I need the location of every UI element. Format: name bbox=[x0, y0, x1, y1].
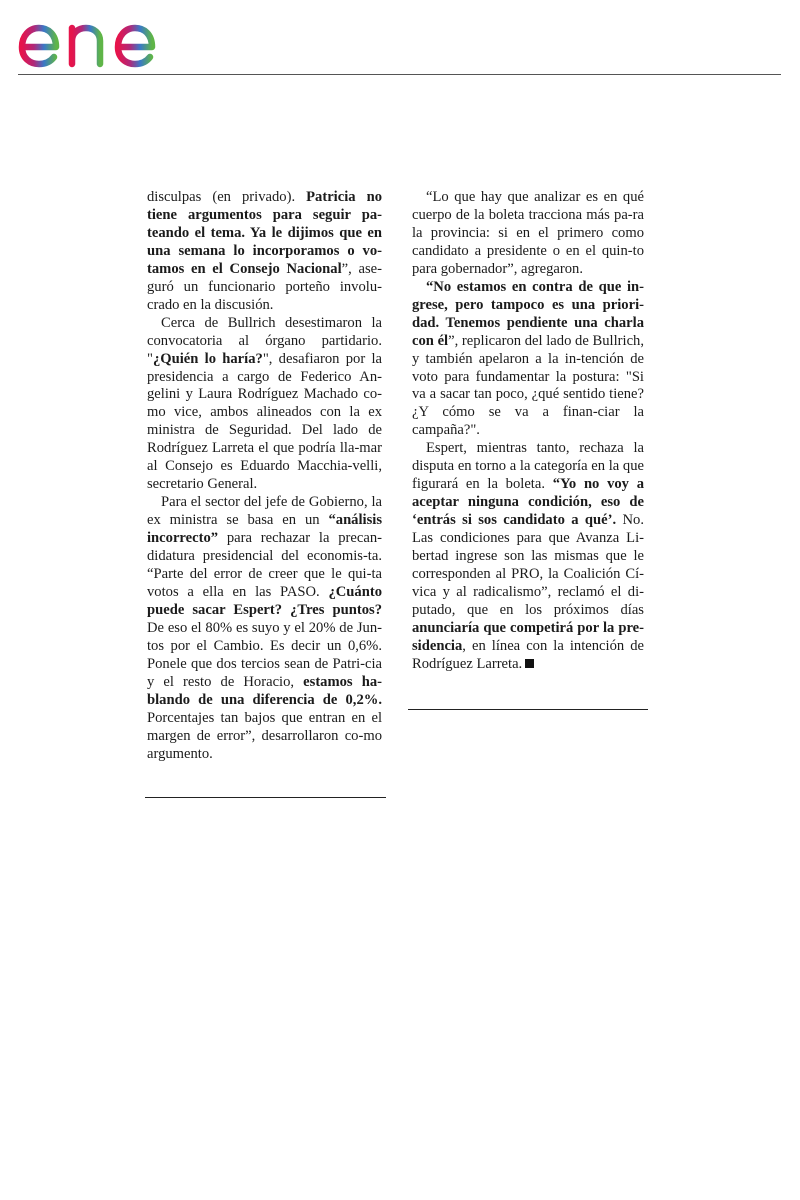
text-run: ”, replicaron del lado de Bullrich, y también apelaron a la in-tención de voto para fundamentar la postura: "Si va a sacar tan poco, ¿qué sentido tiene? ¿Y cómo se va a finan-ciar la campaña?". bbox=[412, 332, 644, 439]
page-header bbox=[0, 0, 800, 80]
bold-run: ¿Quién lo haría? bbox=[152, 350, 263, 367]
bold-run: ¿Cuánto puede sacar Espert? ¿Tres puntos? bbox=[147, 583, 382, 618]
text-run: Porcentajes tan bajos que entran en el margen de error”, desarrollaron co-mo argumento. bbox=[147, 709, 382, 762]
enel-logo bbox=[16, 6, 181, 68]
bold-run: Patricia no tiene argumentos para seguir pa-teando el tema. Ya le dijimos que en una semana lo incorporamos o vo-tamos en el Consejo Nacional bbox=[147, 189, 382, 277]
article-column-left bbox=[147, 189, 382, 764]
bold-run: estamos ha-blando de una diferencia de 0,2%. bbox=[147, 673, 382, 708]
article-column-right bbox=[412, 189, 644, 674]
paragraph bbox=[412, 440, 644, 673]
text-run: De eso el 80% es suyo y el 20% de Jun-tos por el Cambio. Es decir un 0,6%. Ponele que dos tercios sean de Patri-cia y el resto de Horacio, bbox=[147, 619, 382, 690]
end-of-article-mark bbox=[525, 659, 534, 668]
text-run: “Lo que hay que analizar es en qué cuerpo de la boleta tracciona más pa-ra la provincia: si en el primero como candidato a presidente o en el quin-to para gobernador”, agregaron. bbox=[412, 189, 644, 277]
text-run: disculpas (en privado). bbox=[147, 189, 307, 205]
bold-run: “No estamos en contra de que in-grese, pero tampoco es una priori-dad. Tenemos pendiente una charla con él bbox=[412, 278, 644, 349]
bold-run: anunciaría que competirá por la pre-sidencia bbox=[412, 619, 644, 654]
column-end-rule bbox=[408, 709, 648, 710]
column-end-rule bbox=[145, 797, 386, 798]
text-run: Para el sector del jefe de Gobierno, la ex ministra se basa en un bbox=[147, 494, 382, 529]
paragraph bbox=[147, 315, 382, 495]
paragraph bbox=[412, 189, 644, 279]
header-divider bbox=[18, 74, 781, 75]
text-run: Cerca de Bullrich desestimaron la convocatoria al órgano partidario. " bbox=[147, 314, 382, 367]
paragraph bbox=[147, 189, 382, 315]
paragraph bbox=[412, 279, 644, 441]
text-run: para rechazar la precan-didatura presidencial del economis-ta. “Parte del error de creer que le qui-ta votos a ella en las PASO. bbox=[147, 530, 382, 600]
text-run: ”, ase-guró un funcionario porteño involu-crado en la discusión. bbox=[147, 260, 382, 313]
bold-run: “Yo no voy a aceptar ninguna condición, eso de ‘entrás si sos candidato a qué’. bbox=[412, 476, 644, 529]
text-run: , en línea con la intención de Rodríguez Larreta. bbox=[412, 637, 644, 672]
bold-run: “análisis incorrecto” bbox=[147, 512, 382, 547]
text-run: Espert, mientras tanto, rechaza la disputa en torno a la categoría en la que figurará en la boleta. bbox=[412, 440, 644, 493]
text-run: ", desafiaron por la presidencia a cargo de Federico An-gelini y Laura Rodríguez Machado co-mo vice, ambos alineados con la ex ministra de Seguridad. Del lado de Rodríguez Larreta el que podría lla-mar al Consejo es Eduardo Macchia-velli, secretario General. bbox=[147, 350, 382, 493]
text-run: No. Las condiciones para que Avanza Li-bertad ingrese son las mismas que le corresponden al PRO, la Coalición Cí-vica y al radicalismo”, reclamó el di-putado, que en los próximos días bbox=[412, 512, 644, 618]
paragraph bbox=[147, 494, 382, 763]
